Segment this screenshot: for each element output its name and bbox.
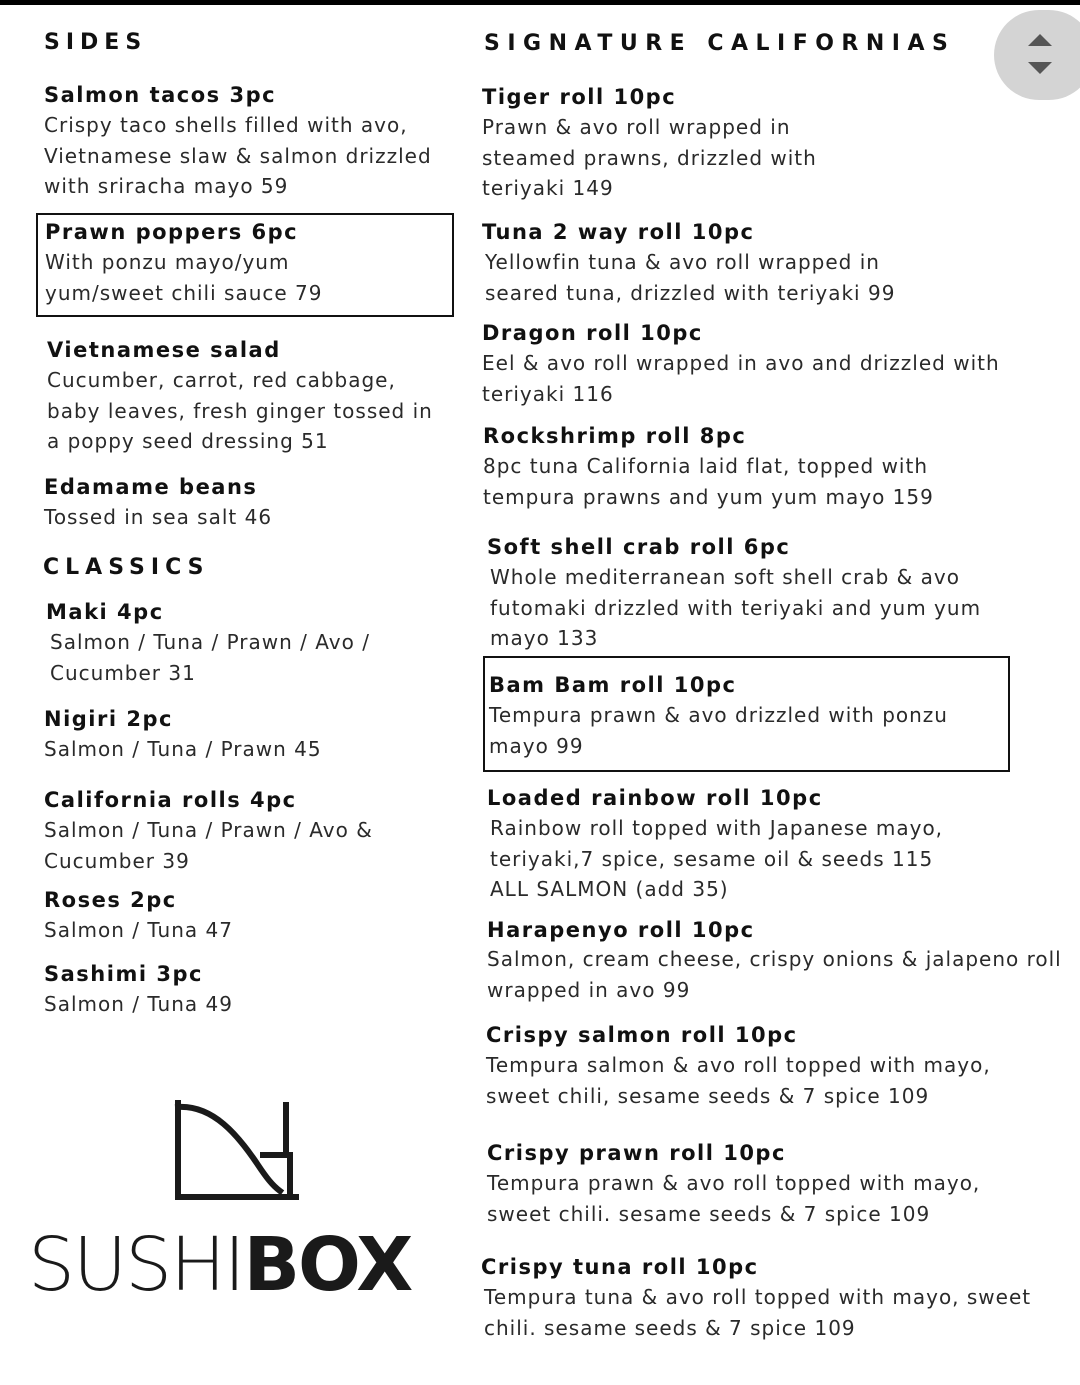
item-desc: Eel & avo roll wrapped in avo and drizzled with teriyaki 116 [482, 351, 1000, 406]
item-name: Vietnamese salad [47, 338, 281, 362]
menu-item-maki [46, 597, 421, 688]
item-desc: Crispy taco shells filled with avo, Vietnamese slaw & salmon drizzled with sriracha mayo 59 [44, 113, 432, 198]
menu-item-prawn-poppers [36, 213, 454, 317]
item-name: Tiger roll 10pc [482, 85, 677, 109]
item-name: Bam Bam roll 10pc [489, 673, 737, 697]
item-name: Crispy prawn roll 10pc [487, 1141, 786, 1165]
item-name: Crispy salmon roll 10pc [486, 1023, 798, 1047]
logo-text-bold: BOX [243, 1222, 412, 1305]
menu-item-salmon-tacos [44, 80, 464, 202]
sides-heading: SIDES [44, 30, 148, 55]
item-desc: Salmon / Tuna / Prawn / Avo & Cucumber 39 [44, 818, 373, 873]
menu-item-nigiri [44, 704, 444, 765]
item-desc: Salmon / Tuna 49 [44, 992, 233, 1016]
menu-item-sashimi [44, 959, 444, 1020]
menu-item-crispy-salmon [486, 1020, 1046, 1111]
item-desc: Whole mediterranean soft shell crab & avo futomaki drizzled with teriyaki and yum yum mayo 133 [490, 565, 982, 650]
item-desc: Salmon, cream cheese, crispy onions & jalapeno roll wrapped in avo 99 [487, 947, 1062, 1002]
scroll-up-arrow-icon[interactable] [1028, 34, 1052, 46]
item-name: Dragon roll 10pc [482, 321, 703, 345]
menu-item-rockshrimp-roll [483, 421, 1003, 512]
menu-item-harapenyo-roll [487, 916, 1067, 1005]
item-desc: Salmon / Tuna 47 [44, 918, 233, 942]
menu-item-tiger-roll [482, 82, 852, 204]
item-desc: Cucumber, carrot, red cabbage, baby leaves, fresh ginger tossed in a poppy seed dressing 51 [47, 368, 433, 453]
menu-item-dragon-roll [482, 318, 1042, 409]
item-desc: Salmon / Tuna / Prawn / Avo / Cucumber 31 [50, 630, 370, 685]
item-name: Crispy tuna roll 10pc [481, 1255, 759, 1279]
item-name: Prawn poppers 6pc [45, 220, 299, 244]
menu-item-vietnamese-salad [47, 335, 442, 457]
scroll-up-down-icon[interactable] [994, 10, 1080, 100]
scroll-down-arrow-icon[interactable] [1028, 62, 1052, 74]
item-name: Nigiri 2pc [44, 707, 173, 731]
item-name: Sashimi 3pc [44, 962, 203, 986]
item-name: California rolls 4pc [44, 788, 297, 812]
item-desc: Tempura prawn & avo roll topped with mayo, sweet chili. sesame seeds & 7 spice 109 [487, 1171, 981, 1226]
menu-item-crispy-prawn [487, 1138, 1047, 1229]
logo-text-light: SUSHI [28, 1222, 244, 1305]
menu-item-california-rolls [44, 785, 404, 876]
item-name: Maki 4pc [46, 600, 164, 624]
menu-item-roses [44, 885, 444, 946]
sushibox-logo-mark [28, 1095, 428, 1305]
menu-item-loaded-rainbow [487, 783, 967, 905]
item-name: Soft shell crab roll 6pc [487, 535, 791, 559]
menu-item-crispy-tuna [481, 1252, 1041, 1343]
menu-item-bam-bam-roll [483, 656, 1010, 772]
item-desc: Salmon / Tuna / Prawn 45 [44, 737, 322, 761]
item-desc: Rainbow roll topped with Japanese mayo, teriyaki,7 spice, sesame oil & seeds 115 ALL SALMON (add 35) [490, 816, 944, 901]
menu-item-edamame [44, 472, 444, 533]
top-border [0, 0, 1080, 5]
item-name: Rockshrimp roll 8pc [483, 424, 747, 448]
item-desc: Tempura tuna & avo roll topped with mayo, sweet chili. sesame seeds & 7 spice 109 [484, 1285, 1032, 1340]
item-desc: Tempura salmon & avo roll topped with mayo, sweet chili, sesame seeds & 7 spice 109 [486, 1053, 991, 1108]
signature-heading: SIGNATURE CALIFORNIAS [484, 31, 956, 56]
item-desc: With ponzu mayo/yum yum/sweet chili sauce 79 [45, 250, 323, 305]
item-desc: Tossed in sea salt 46 [44, 505, 273, 529]
item-name: Loaded rainbow roll 10pc [487, 786, 823, 810]
item-name: Roses 2pc [44, 888, 177, 912]
classics-heading: CLASSICS [43, 555, 210, 580]
menu-item-soft-shell-crab [487, 532, 1032, 654]
item-desc: Yellowfin tuna & avo roll wrapped in seared tuna, drizzled with teriyaki 99 [485, 250, 896, 305]
item-name: Salmon tacos 3pc [44, 83, 277, 107]
item-name: Harapenyo roll 10pc [487, 918, 755, 942]
item-name: Edamame beans [44, 475, 258, 499]
item-desc: 8pc tuna California laid flat, topped with tempura prawns and yum yum mayo 159 [483, 454, 934, 509]
item-desc: Tempura prawn & avo drizzled with ponzu mayo 99 [489, 703, 948, 758]
sushibox-logo [28, 1095, 428, 1305]
item-name: Tuna 2 way roll 10pc [482, 220, 755, 244]
menu-item-tuna-2-way [482, 217, 942, 308]
item-desc: Prawn & avo roll wrapped in steamed prawns, drizzled with teriyaki 149 [482, 115, 817, 200]
svg-text:SUSHIBOX [28, 1222, 412, 1305]
